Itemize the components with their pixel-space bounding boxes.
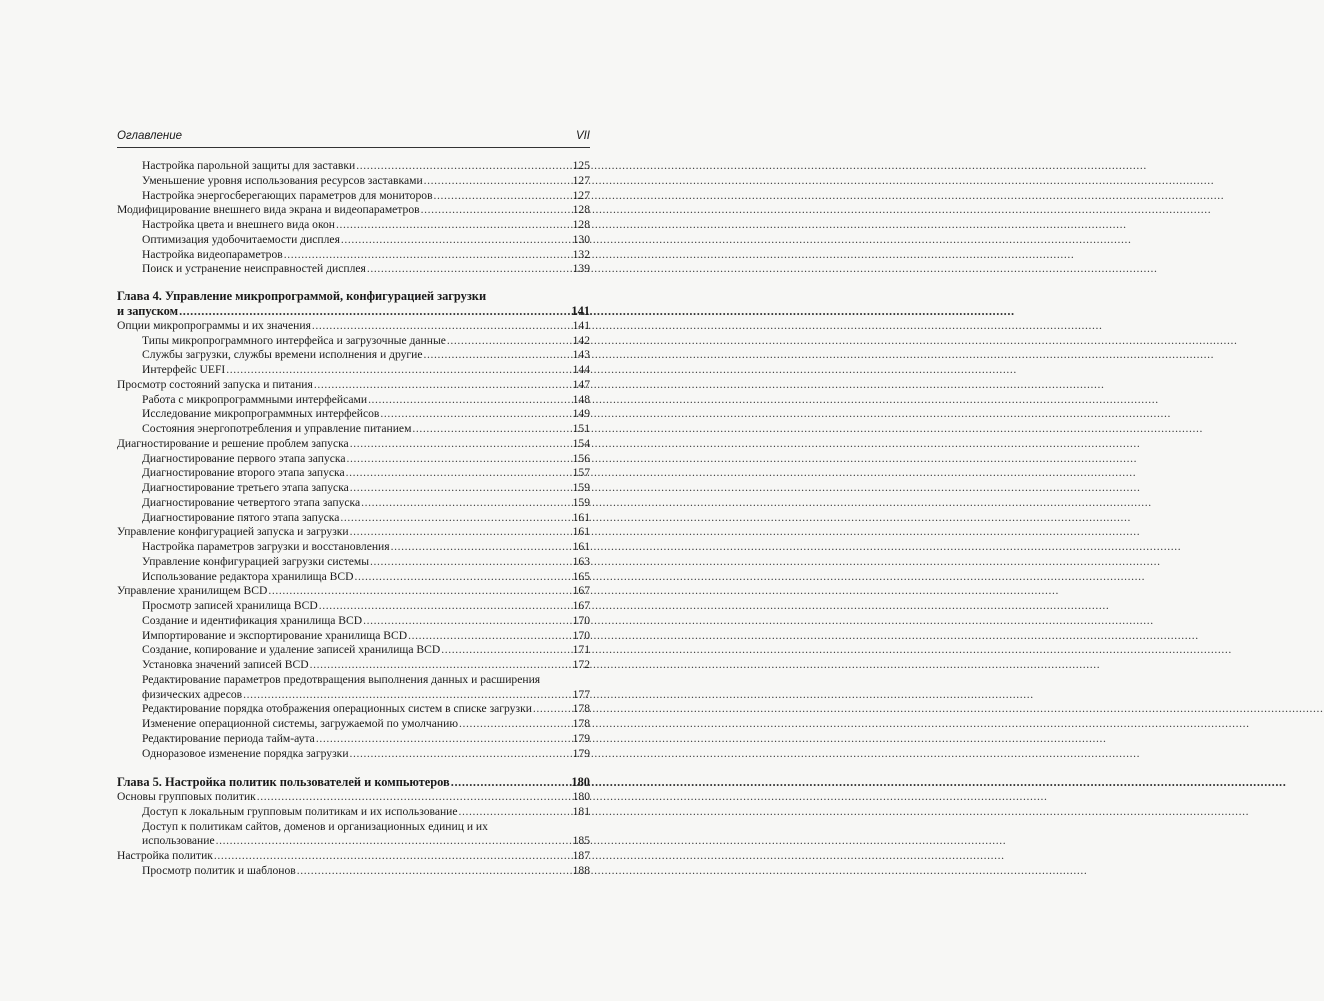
leader-dots — [297, 864, 572, 879]
toc-entry[interactable] — [117, 849, 590, 864]
toc-entry[interactable] — [117, 422, 590, 437]
leader-dots — [459, 805, 572, 820]
leader-dots — [459, 717, 572, 732]
toc-entry-title: Оптимизация удобочитаемости дисплея — [142, 232, 340, 246]
toc-entry-page: 172 — [572, 658, 590, 671]
leader-dots — [214, 849, 572, 864]
toc-entry-title: Состояния энергопотребления и управление питанием — [142, 422, 412, 435]
toc-entry[interactable] — [117, 540, 590, 555]
toc-entry-page: 156 — [572, 451, 590, 465]
toc-entry[interactable] — [117, 466, 590, 481]
toc-entry[interactable] — [117, 732, 590, 747]
toc-entry[interactable] — [117, 334, 590, 349]
toc-entry-page: 170 — [572, 628, 590, 642]
toc-entry-page: 130 — [572, 232, 590, 246]
toc-entry-title: Службы загрузки, службы времени исполнения и другие — [142, 348, 423, 362]
toc-entry-title: Управление конфигурацией запуска и загрузки — [117, 525, 349, 539]
leader-dots — [350, 525, 572, 540]
toc-entry-page: 157 — [572, 466, 590, 480]
toc-chapter-4[interactable] — [117, 289, 590, 319]
leader-dots — [356, 159, 571, 174]
toc-entry-page: 151 — [572, 422, 590, 435]
toc-entry-page: 165 — [572, 569, 590, 583]
toc-entry[interactable] — [117, 584, 590, 599]
entry-line2: использование — [142, 834, 215, 848]
chapter-5-page: 180 — [571, 775, 590, 790]
leader-dots — [441, 643, 571, 658]
leader-dots — [533, 702, 572, 717]
toc-entry[interactable] — [117, 511, 590, 526]
toc-entry-title: Редактирование периода тайм-аута — [142, 731, 315, 745]
toc-entry-page: 132 — [572, 247, 590, 261]
toc-entry[interactable] — [117, 805, 590, 820]
toc-entry[interactable] — [117, 174, 590, 189]
toc-entry-title: Доступ к локальным групповым политикам и их использование — [142, 804, 458, 818]
toc-entry[interactable] — [117, 717, 590, 732]
toc-entry-title: Создание, копирование и удаление записей хранилища BCD — [142, 643, 441, 657]
leader-dots — [408, 629, 572, 644]
toc-entry-page: 171 — [572, 643, 590, 657]
leader-dots — [314, 378, 572, 393]
leader-dots — [447, 334, 572, 349]
toc-entry-title: Диагностирование второго этапа запуска — [142, 466, 345, 480]
toc-section-chapter-4 — [117, 319, 590, 673]
toc-entry-page: 187 — [572, 849, 590, 862]
toc-entry-title: Опции микропрограммы и их значения — [117, 318, 311, 332]
chapter-4-page: 141 — [571, 304, 590, 318]
toc-entry-page: 148 — [572, 392, 590, 406]
toc-entry[interactable] — [117, 629, 590, 644]
toc-section-chapter-5-end — [117, 849, 590, 879]
toc-entry[interactable] — [117, 248, 590, 263]
toc-entry[interactable] — [117, 643, 590, 658]
chapter-4-title-line1: Глава 4. Управление микропрограммой, конфигурацией загрузки — [117, 289, 487, 303]
toc-chapter-5[interactable] — [117, 775, 590, 790]
leader-dots — [424, 348, 572, 363]
leader-dots — [310, 658, 572, 673]
toc-entry-page: 127 — [572, 188, 590, 202]
toc-entry[interactable] — [117, 393, 590, 408]
toc-entry-page: 167 — [572, 599, 590, 612]
leader-dots — [312, 319, 572, 334]
toc-entry-page: 161 — [572, 510, 590, 524]
entry-line1: Доступ к политикам сайтов, доменов и организационных единиц и их — [142, 819, 488, 833]
leader-dots — [179, 304, 570, 319]
toc-entry-title: Настройка параметров загрузки и восстановления — [142, 540, 390, 553]
toc-entry[interactable] — [117, 437, 590, 452]
leader-dots — [354, 570, 571, 585]
leader-dots — [350, 747, 572, 762]
toc-entry[interactable] — [117, 525, 590, 540]
toc-entry-title: Основы групповых политик — [117, 790, 256, 803]
toc-section-chapter-4-end — [117, 702, 590, 761]
toc-entry-title: Настройка видеопараметров — [142, 247, 283, 261]
leader-dots — [350, 481, 572, 496]
toc-entry-page: 143 — [572, 348, 590, 362]
toc-entry[interactable] — [117, 233, 590, 248]
toc-entry-page: 161 — [572, 525, 590, 539]
toc-entry[interactable] — [117, 599, 590, 614]
toc-entry[interactable] — [117, 747, 590, 762]
leader-dots — [316, 732, 572, 747]
toc-entry-title: Настройка цвета и внешнего вида окон — [142, 218, 336, 231]
toc-entry[interactable] — [117, 864, 590, 879]
running-header — [117, 130, 590, 142]
toc-entry[interactable] — [117, 363, 590, 378]
leader-dots — [367, 262, 572, 277]
header-page-number: VII — [575, 130, 590, 142]
toc-entry-title: Просмотр записей хранилища BCD — [142, 599, 318, 612]
leader-dots — [451, 775, 571, 790]
toc-entry-page: 161 — [572, 540, 590, 553]
table-of-contents — [117, 159, 590, 879]
leader-dots — [424, 174, 572, 189]
toc-entry-title: Поиск и устранение неисправностей дисплея — [142, 262, 366, 276]
toc-entry-page: 179 — [572, 731, 590, 745]
toc-entry-page: 159 — [572, 495, 590, 509]
toc-entry-page: 128 — [572, 203, 590, 217]
toc-section-display — [117, 159, 590, 277]
toc-entry[interactable] — [117, 658, 590, 673]
toc-entry[interactable] — [117, 452, 590, 467]
toc-entry[interactable] — [117, 790, 590, 805]
leader-dots — [226, 363, 571, 378]
toc-entry-title: Работа с микропрограммными интерфейсами — [142, 392, 368, 406]
entry-line2: физических адресов — [142, 687, 243, 701]
toc-entry[interactable] — [117, 407, 590, 422]
leader-dots — [434, 189, 572, 204]
toc-entry[interactable] — [117, 159, 590, 174]
entry-line1: Редактирование параметров предотвращения выполнения данных и расширения — [142, 672, 541, 686]
toc-entry-page: 178 — [572, 717, 590, 730]
toc-entry-title: Диагностирование третьего этапа запуска — [142, 481, 349, 494]
toc-entry[interactable] — [117, 614, 590, 629]
leader-dots — [340, 511, 571, 526]
toc-entry-title: Управление хранилищем BCD — [117, 584, 268, 598]
toc-entry-page: 144 — [572, 363, 590, 376]
toc-entry-page: 149 — [572, 407, 590, 421]
leader-dots — [361, 496, 572, 511]
toc-entry-multiline[interactable] — [117, 673, 590, 703]
toc-entry-title: Импортирование и экспортирование хранилища BCD — [142, 628, 408, 642]
toc-entry-title: Просмотр состояний запуска и питания — [117, 377, 313, 391]
leader-dots — [268, 584, 571, 599]
toc-entry-title: Диагностирование и решение проблем запуска — [117, 436, 349, 450]
toc-entry-title: Интерфейс UEFI — [142, 363, 226, 376]
toc-entry-page: 163 — [572, 554, 590, 568]
toc-entry-title: Диагностирование первого этапа запуска — [142, 451, 346, 465]
toc-entry-page: 170 — [572, 613, 590, 627]
toc-section-chapter-5 — [117, 790, 590, 820]
toc-entry-page: 179 — [572, 746, 590, 760]
toc-entry-title: Установка значений записей BCD — [142, 658, 309, 671]
chapter-5-title: Глава 5. Настройка политик пользователей и компьютеров — [117, 775, 450, 790]
leader-dots — [368, 393, 572, 408]
toc-entry[interactable] — [117, 378, 590, 393]
toc-entry-page: 128 — [572, 218, 590, 231]
toc-entry-title: Изменение операционной системы, загружаемой по умолчанию — [142, 717, 458, 730]
toc-entry-title: Модифицирование внешнего вида экрана и видеопараметров — [117, 203, 420, 217]
leader-dots — [421, 203, 572, 218]
toc-entry[interactable] — [117, 262, 590, 277]
header-title: Оглавление — [117, 130, 182, 142]
leader-dots — [319, 599, 572, 614]
toc-entry[interactable] — [117, 203, 590, 218]
leader-dots — [341, 233, 572, 248]
toc-entry-page: 159 — [572, 481, 590, 494]
leader-dots — [346, 466, 572, 481]
toc-entry-page: 125 — [572, 159, 590, 172]
toc-entry[interactable] — [117, 319, 590, 334]
toc-entry[interactable] — [117, 702, 590, 717]
header-rule — [117, 147, 590, 148]
toc-entry-title: Редактирование порядка отображения операционных систем в списке загрузки — [142, 702, 532, 716]
leader-dots — [284, 248, 572, 263]
toc-entry-page: 147 — [572, 377, 590, 391]
toc-entry[interactable] — [117, 481, 590, 496]
toc-entry[interactable] — [117, 348, 590, 363]
toc-entry-page: 141 — [572, 318, 590, 332]
chapter-4-title-line2: и запуском — [117, 304, 179, 318]
toc-entry-title: Настройка парольной защиты для заставки — [142, 159, 356, 172]
leader-dots — [412, 422, 571, 437]
toc-entry[interactable] — [117, 218, 590, 233]
toc-entry-page: 178 — [572, 702, 590, 716]
leader-dots — [347, 452, 572, 467]
toc-entry[interactable] — [117, 189, 590, 204]
toc-entry-title: Уменьшение уровня использования ресурсов заставками — [142, 173, 423, 187]
leader-dots — [257, 790, 572, 805]
toc-entry-title: Использование редактора хранилища BCD — [142, 569, 354, 583]
toc-entry-page: 188 — [572, 863, 590, 877]
toc-entry-title: Настройка энергосберегающих параметров для мониторов — [142, 188, 433, 202]
toc-entry[interactable] — [117, 496, 590, 511]
toc-entry-title: Настройка политик — [117, 849, 213, 862]
toc-entry-title: Диагностирование четвертого этапа запуска — [142, 495, 361, 509]
leader-dots — [216, 834, 572, 849]
leader-dots — [350, 437, 572, 452]
toc-entry-page: 181 — [572, 804, 590, 818]
entry-page: 185 — [572, 834, 590, 848]
toc-entry-title: Типы микропрограммного интерфейса и загрузочные данные — [142, 333, 446, 347]
toc-entry-title: Создание и идентификация хранилища BCD — [142, 613, 363, 627]
entry-page: 177 — [572, 687, 590, 701]
toc-entry-title: Просмотр политик и шаблонов — [142, 863, 296, 877]
toc-entry[interactable] — [117, 570, 590, 585]
toc-entry-title: Одноразовое изменение порядка загрузки — [142, 746, 349, 760]
toc-entry-title: Диагностирование пятого этапа запуска — [142, 510, 340, 524]
toc-entry-page: 180 — [572, 790, 590, 803]
toc-entry-page: 127 — [572, 173, 590, 187]
leader-dots — [370, 555, 572, 570]
toc-entry-title: Управление конфигурацией загрузки системы — [142, 554, 370, 568]
leader-dots — [243, 688, 571, 703]
toc-entry-page: 167 — [572, 584, 590, 598]
toc-entry-page: 139 — [572, 262, 590, 276]
leader-dots — [380, 407, 571, 422]
toc-entry-multiline[interactable] — [117, 820, 590, 850]
leader-dots — [391, 540, 572, 555]
toc-entry[interactable] — [117, 555, 590, 570]
leader-dots — [363, 614, 571, 629]
toc-entry-page: 142 — [572, 333, 590, 347]
leader-dots — [336, 218, 572, 233]
toc-entry-title: Исследование микропрограммных интерфейсов — [142, 407, 380, 421]
toc-entry-page: 154 — [572, 436, 590, 450]
